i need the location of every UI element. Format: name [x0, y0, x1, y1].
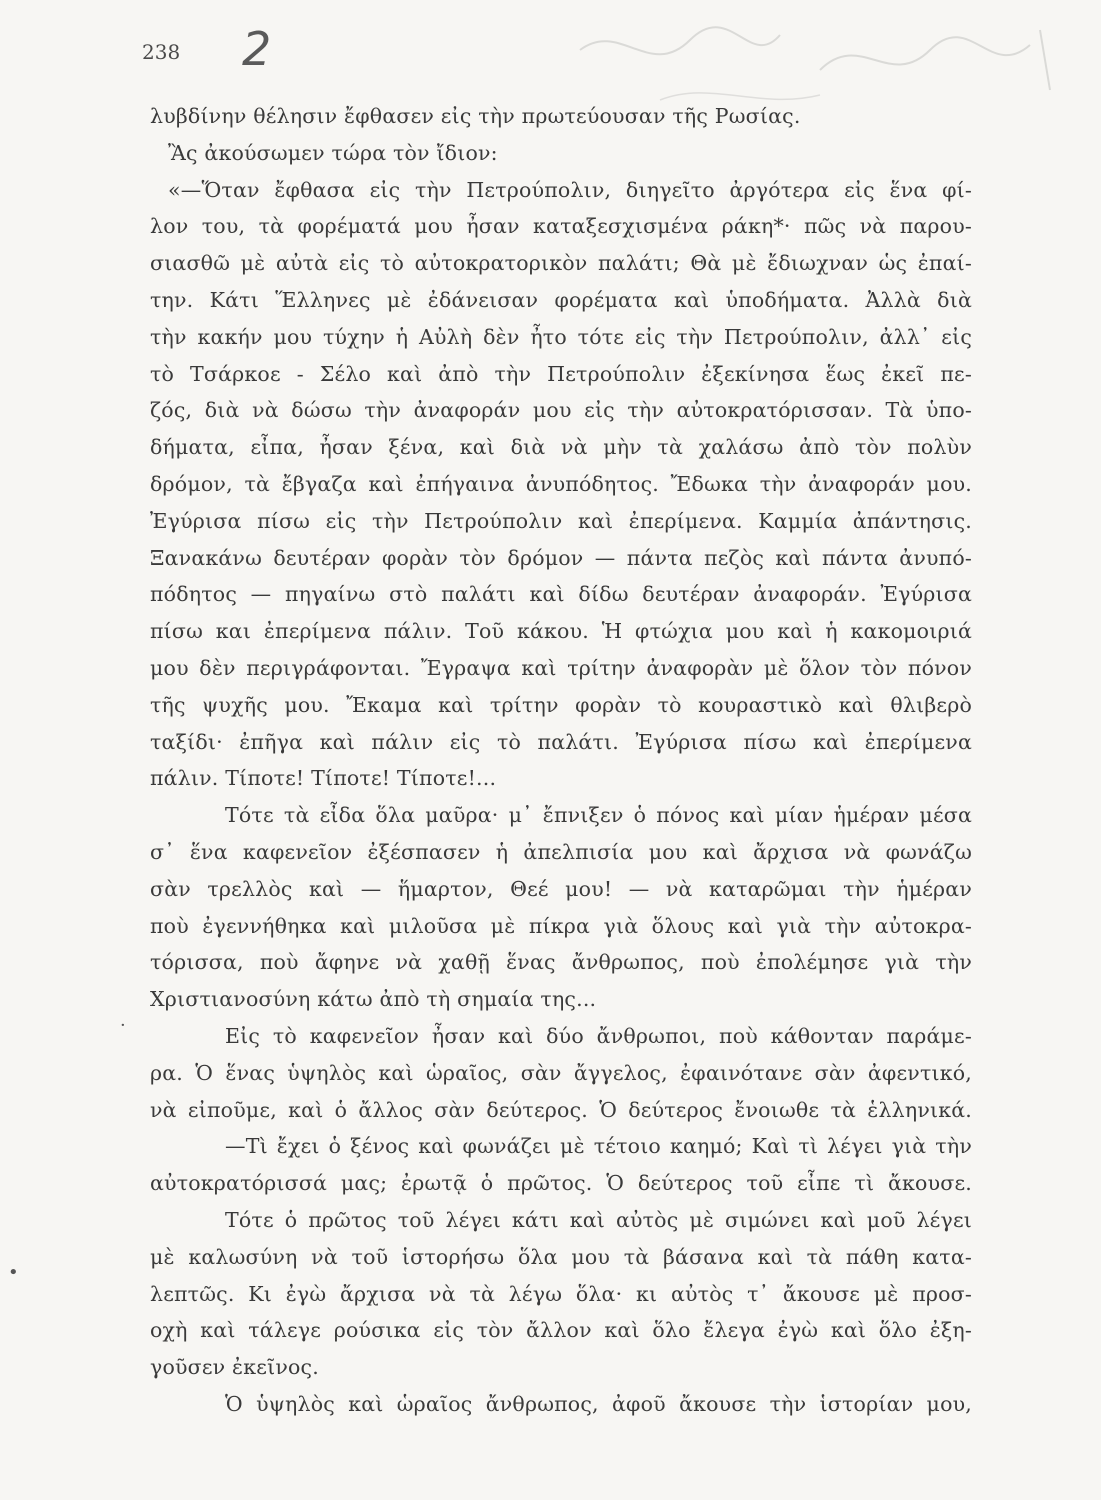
text-line: αὐτοκρατόρισσά μας; ἐρωτᾷ ὁ πρῶτος. Ὁ δεύτερος τοῦ εἶπε τὶ ἄκουσε.: [150, 1171, 972, 1196]
text-line: οχὴ καὶ τάλεγε ρούσικα εἰς τὸν ἄλλον καὶ ὅλο ἔλεγα ἐγὼ καὶ ὅλο ἐξη-: [150, 1318, 972, 1343]
text-line: ρα. Ὁ ἕνας ὑψηλὸς καὶ ὡραῖος, σὰν ἄγγελος, ἐφαινότανε σὰν ἀφεντικό,: [150, 1060, 972, 1085]
text-line: γοῦσεν ἐκεῖνος.: [150, 1355, 319, 1380]
page-number: 238: [142, 40, 181, 64]
text-line: την. Κάτι Ἕλληνες μὲ ἐδάνεισαν φορέματα καὶ ὑποδήματα. Ἀλλὰ διὰ: [150, 287, 972, 312]
margin-dot: •: [8, 1262, 19, 1283]
text-line: ταξίδι· ἐπῆγα καὶ πάλιν εἰς τὸ παλάτι. Ἐγύρισα πίσω καὶ ἐπερίμενα: [150, 729, 972, 754]
text-line: «—Ὅταν ἔφθασα εἰς τὴν Πετρούπολιν, διηγεῖτο ἀργότερα εἰς ἕνα φί-: [168, 177, 972, 202]
text-line: δήματα, εἶπα, ἦσαν ξένα, καὶ διὰ νὰ μὴν τὰ χαλάσω ἀπὸ τὸν πολὺν: [150, 435, 972, 460]
handwritten-mark: 2: [242, 22, 272, 76]
text-line: Ξανακάνω δευτέραν φορὰν τὸν δρόμον — πάντα πεζὸς καὶ πάντα ἀνυπό-: [150, 545, 972, 570]
text-line: σ᾽ ἕνα καφενεῖον ἐξέσπασεν ἡ ἀπελπισία μου καὶ ἄρχισα νὰ φωνάζω: [150, 839, 972, 864]
text-line: Χριστιανοσύνη κάτω ἀπὸ τὴ σημαία της...: [150, 987, 597, 1012]
text-line: μὲ καλωσύνη νὰ τοῦ ἱστορήσω ὅλα μου τὰ βάσανα καὶ τὰ πάθη κατα-: [150, 1244, 972, 1269]
text-line: Ὁ ὑψηλὸς καὶ ὡραῖος ἄνθρωπος, ἀφοῦ ἄκουσε τὴν ἱστορίαν μου,: [225, 1391, 972, 1416]
text-line: πίσω και ἐπερίμενα πάλιν. Τοῦ κάκου. Ἡ φτώχια μου καὶ ἡ κακομοιριά: [150, 619, 972, 644]
text-line: Ἐγύρισα πίσω εἰς τὴν Πετρούπολιν καὶ ἐπερίμενα. Καμμία ἀπάντησις.: [150, 508, 972, 533]
text-line: πόδητος — πηγαίνω στὸ παλάτι καὶ δίδω δευτέραν ἀναφοράν. Ἐγύρισα: [150, 582, 972, 607]
text-line: τόρισσα, ποὺ ἄφηνε νὰ χαθῇ ἕνας ἄνθρωπος, ποὺ ἐπολέμησε γιὰ τὴν: [150, 950, 972, 975]
text-line: τὸ Τσάρκοε - Σέλο καὶ ἀπὸ τὴν Πετρούπολιν ἐξεκίνησα ἕως ἐκεῖ πε-: [150, 361, 972, 386]
text-line: Ἂς ἀκούσωμεν τώρα τὸν ἴδιον:: [168, 140, 498, 165]
text-line: ζός, διὰ νὰ δώσω τὴν ἀναφοράν μου εἰς τὴν αὐτοκρατόρισσαν. Τὰ ὑπο-: [150, 398, 972, 423]
text-line: λον του, τὰ φορέματά μου ἦσαν καταξεσχισμένα ράκη*· πῶς νὰ παρου-: [150, 214, 972, 239]
text-line: μου δὲν περιγράφονται. Ἔγραψα καὶ τρίτην ἀναφορὰν μὲ ὅλον τὸν πόνον: [150, 655, 972, 680]
text-line: τῆς ψυχῆς μου. Ἔκαμα καὶ τρίτην φορὰν τὸ κουραστικὸ καὶ θλιβερὸ: [150, 692, 972, 717]
text-line: δρόμον, τὰ ἔβγαζα καὶ ἐπήγαινα ἀνυπόδητος. Ἔδωκα τὴν ἀναφοράν μου.: [150, 471, 972, 496]
text-line: σὰν τρελλὸς καὶ — ἥμαρτον, Θεέ μου! — νὰ καταρῶμαι τὴν ἡμέραν: [150, 876, 972, 901]
margin-dot: ·: [120, 1015, 126, 1036]
body-text: [150, 98, 972, 1423]
text-line: σιασθῶ μὲ αὐτὰ εἰς τὸ αὐτοκρατορικὸν παλάτι; Θὰ μὲ ἔδιωχναν ὡς ἐπαί-: [150, 251, 972, 276]
text-line: λεπτῶς. Κι ἐγὼ ἄρχισα νὰ τὰ λέγω ὅλα· κι αὐτὸς τ᾽ ἄκουσε μὲ προσ-: [150, 1281, 972, 1306]
text-line: —Τὶ ἔχει ὁ ξένος καὶ φωνάζει μὲ τέτοιο καημό; Καὶ τὶ λέγει γιὰ τὴν: [225, 1134, 972, 1159]
text-line: Τότε τὰ εἶδα ὅλα μαῦρα· μ᾽ ἔπνιξεν ὁ πόνος καὶ μίαν ἡμέραν μέσα: [225, 803, 972, 828]
text-line: νὰ εἰποῦμε, καὶ ὁ ἄλλος σὰν δεύτερος. Ὁ δεύτερος ἔνοιωθε τὰ ἑλληνικά.: [150, 1097, 972, 1122]
text-line: πάλιν. Τίποτε! Τίποτε! Τίποτε!...: [150, 766, 497, 791]
text-line: τὴν κακήν μου τύχην ἡ Αὐλὴ δὲν ἦτο τότε εἰς τὴν Πετρούπολιν, ἀλλ᾽ εἰς: [150, 324, 972, 349]
text-line: Εἰς τὸ καφενεῖον ἦσαν καὶ δύο ἄνθρωποι, ποὺ κάθονταν παράμε-: [225, 1023, 972, 1048]
text-line: λυβδίνην θέλησιν ἔφθασεν εἰς τὴν πρωτεύουσαν τῆς Ρωσίας.: [150, 104, 801, 128]
text-line: Τότε ὁ πρῶτος τοῦ λέγει κάτι καὶ αὐτὸς μὲ σιμώνει καὶ μοῦ λέγει: [225, 1207, 972, 1232]
text-line: ποὺ ἐγεννήθηκα καὶ μιλοῦσα μὲ πίκρα γιὰ ὅλους καὶ γιὰ τὴν αὐτοκρα-: [150, 913, 972, 938]
